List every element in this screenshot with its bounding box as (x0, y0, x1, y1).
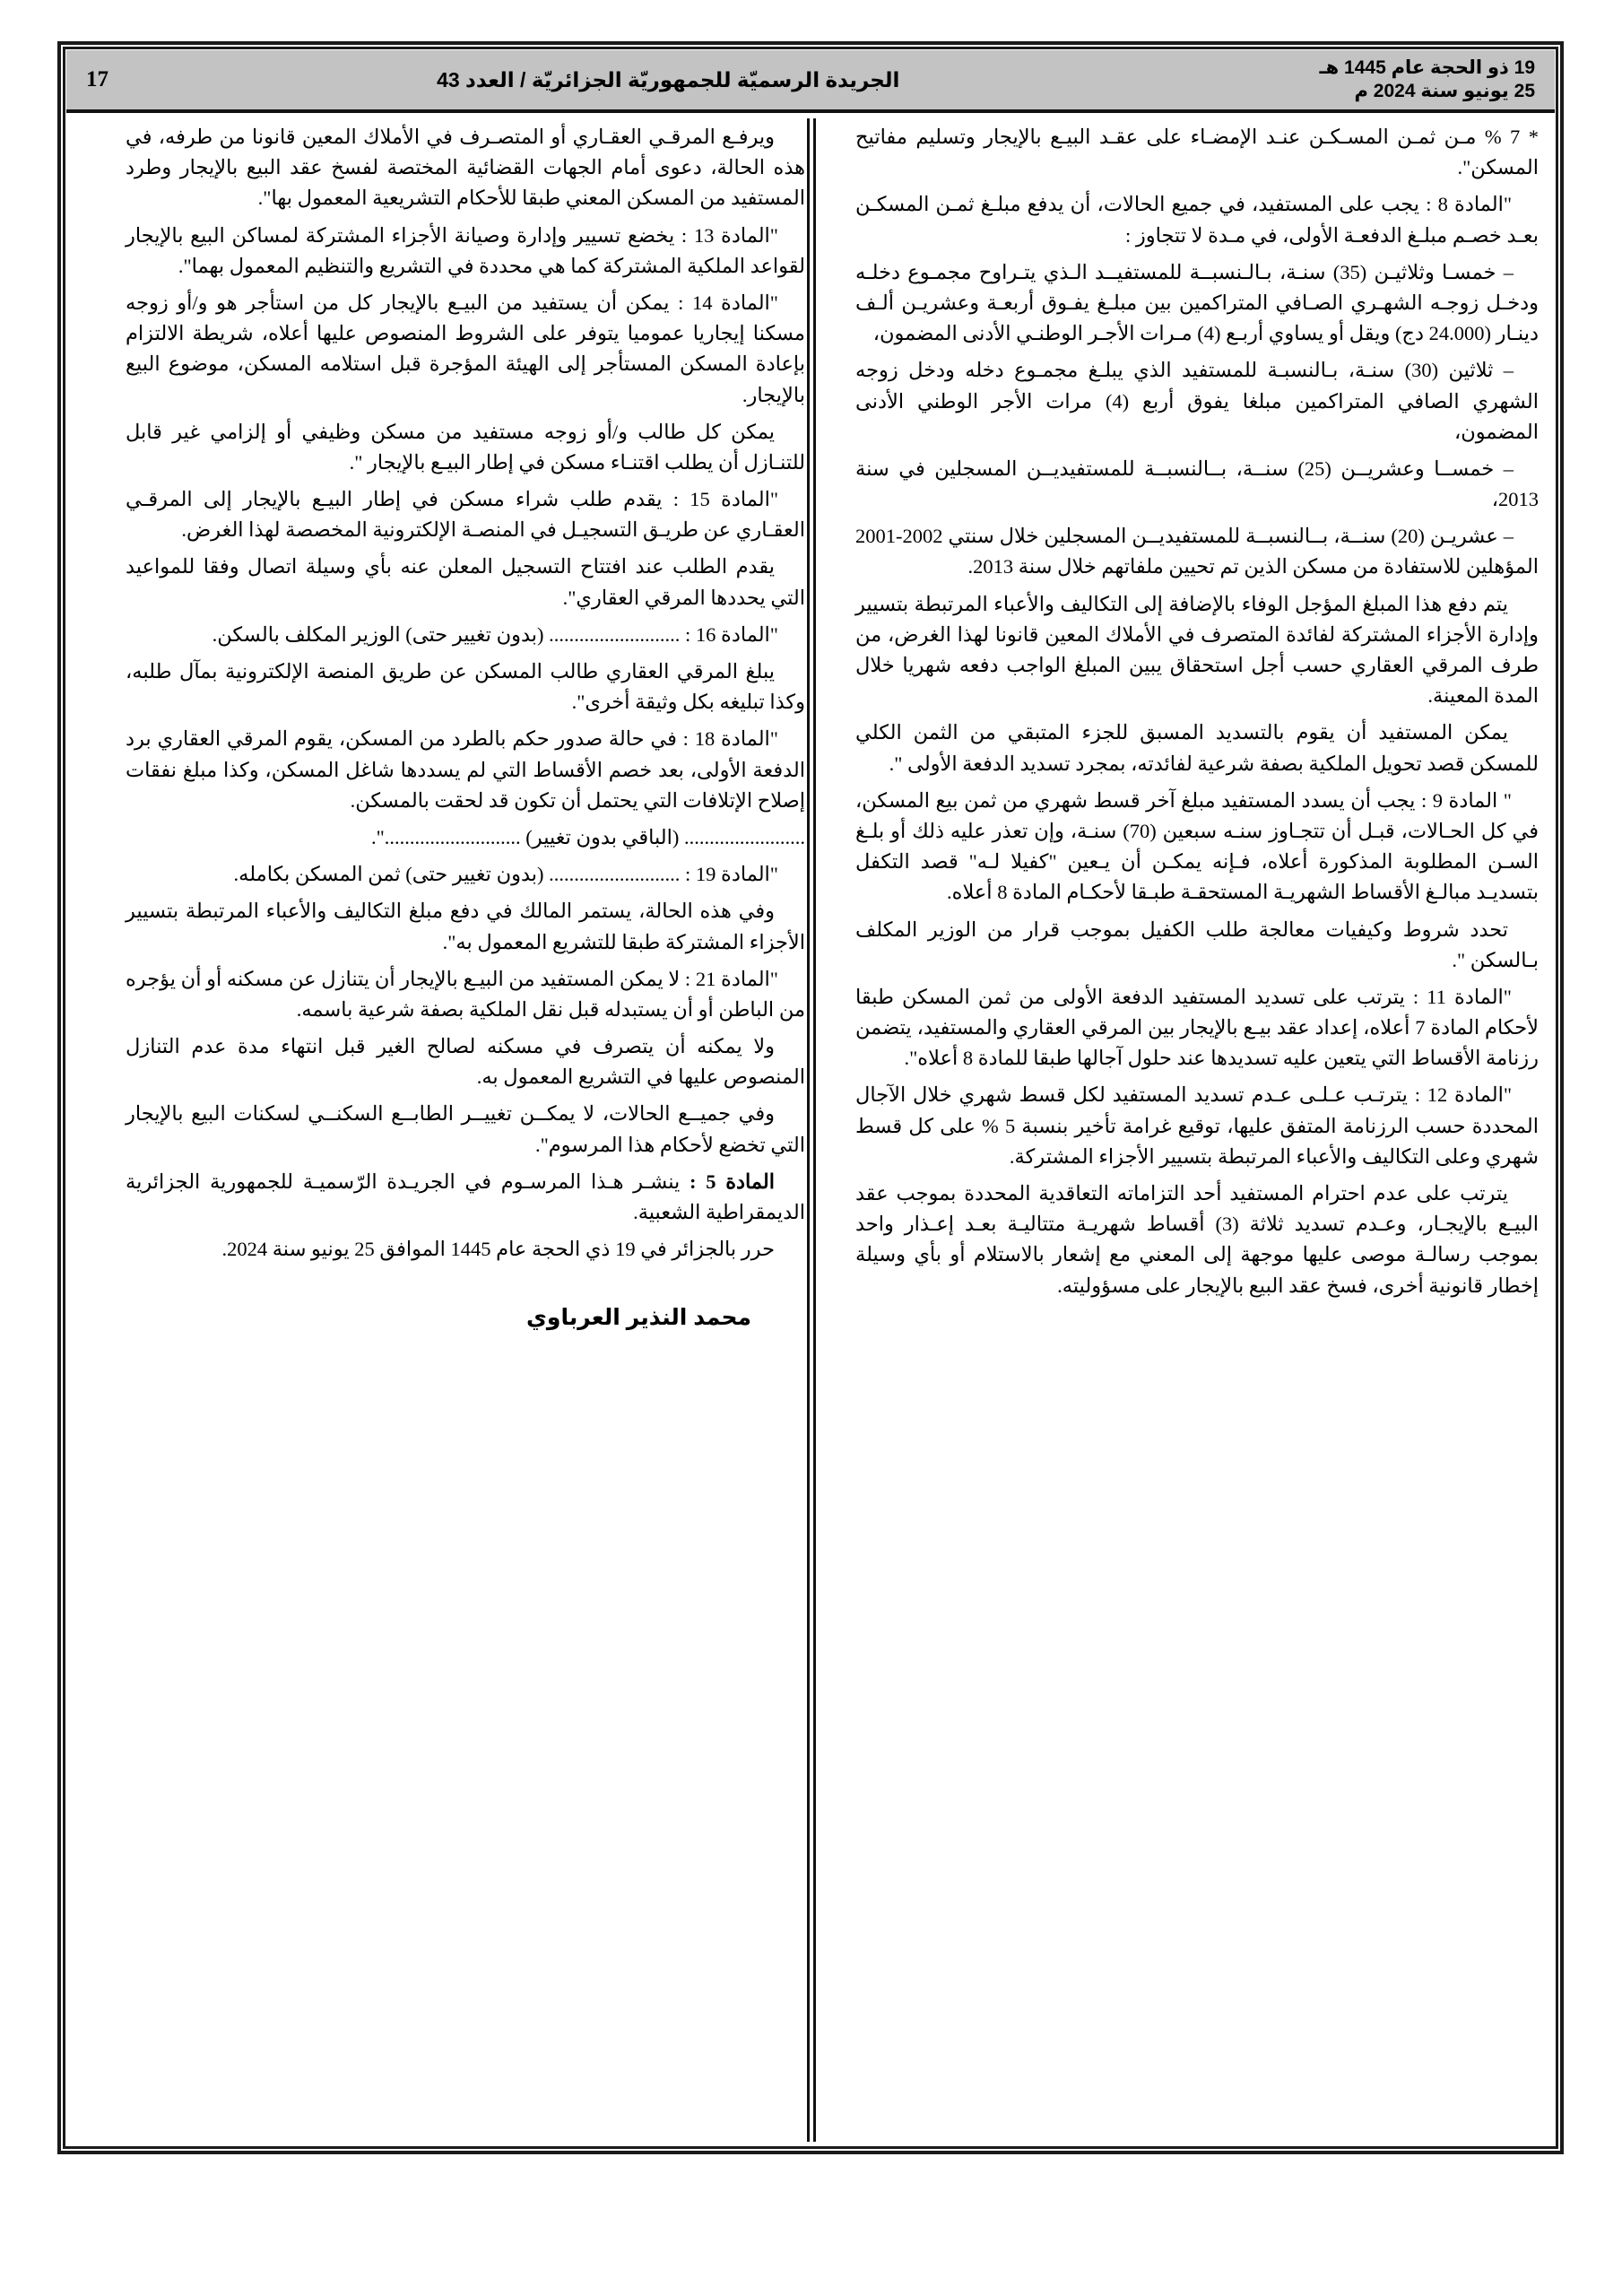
paragraph: وفي هذه الحالة، يستمر المالك في دفع مبلغ التكاليف والأعباء المرتبطة بتسيير الأجزاء المشتركة طبقا للتشريع المعمول به". (126, 900, 805, 953)
paragraph: "المادة 16 : .......................... (بدون تغيير حتى) الوزير المكلف بالسكن. (212, 622, 778, 646)
paragraph: ويرفـع المرقـي العقـاري أو المتصـرف في الأملاك المعين قانونا من طرفه، في هذه الحالة، دعوى أمام الجهات القضائية المختصة لفسخ عقد البيع بالإيجار وطرد المستفيد من المسكن المعني طبقا للأحكام التشريعية المعمول بها". (126, 126, 805, 210)
paragraph: "المادة 21 : لا يمكن المستفيد من البيـع بالإيجار أن يتنازل عن مسكنه أو أن يؤجره من الباطن أو أن يستبدله قبل نقل الملكية بصفة شرعية باسمه. (126, 967, 805, 1021)
paragraph: * 7 % مـن ثمـن المسـكـن عنـد الإمضـاء على عقـد البيـع بالإيجار وتسليم مفاتيح المسكن". (855, 126, 1540, 179)
paragraph: "المادة 13 : يخضع تسيير وإدارة وصيانة الأجزاء المشتركة لمساكن البيع بالإيجار لقواعد الملكية المشتركة كما هي محددة في التشريع والتنظيم المعمول بهما". (126, 223, 805, 277)
final-article-text: ينشـر هـذا المرسـوم في الجريـدة الرّسميـة للجمهورية الجزائرية الديمقراطية الشعبية. (126, 1170, 805, 1223)
paragraph: "المادة 19 : .......................... (بدون تغيير حتى) ثمن المسكن بكامله. (233, 863, 778, 886)
paragraph: – خمسـا وثلاثيـن (35) سنـة، بـالـنسبــة للمستفيــد الـذي يتـراوح مجمـوع دخلـه ودخـل زوجـه الشهـري الصـافي المتراكمين بين مبلـغ يفـوق أربعـة وعشريـن ألـف دينـار (24.000 دج) ويقل أو يساوي أربـع (4) مـرات الأجـر الوطنـي الأدنى المضمون، (855, 260, 1539, 345)
masthead-date-block (1319, 57, 1535, 102)
paragraph: "المادة 12 : يترتـب عـلـى عـدم تسديد المستفيد لكل قسط شهري خلال الآجال المحددة حسب الرزنامة المتفق عليها، توقيع غرامة تأخير بنسبة 5 % على كل قسط شهري وعلى التكاليف والأعباء المرتبطة بتسيير الأجزاء المشتركة. (855, 1083, 1539, 1168)
paragraph: يتم دفع هذا المبلغ المؤجل الوفاء بالإضافة إلى التكاليف والأعباء المرتبطة بتسيير وإدارة الأجزاء المشتركة لفائدة المتصرف في الأملاك المعين قانونا لهذا الغرض، من طرف المرقي العقاري حسب أجل استحقاق يبين المبلغ الواجب دفعه شهريا خلال المدة المعينة. (855, 592, 1539, 708)
paragraph: – خمســا وعشريــن (25) سنــة، بــالنسبــة للمستفيديــن المسجلين في سنة 2013، (855, 457, 1539, 511)
paragraph: "المادة 18 : في حالة صدور حكم بالطرد من المسكن، يقوم المرقي العقاري برد الدفعة الأولى، بعد خصم الأقساط التي لم يسددها شاغل المسكن، وكذا مبلغ نفقات إصلاح الإتلافات التي يحتمل أن تكون قد لحقت بالمسكن. (126, 727, 805, 812)
paragraph: "المادة 15 : يقدم طلب شراء مسكن في إطار البيـع بالإيجار إلى المرقـي العقـاري عن طريـق التسجيـل في المنصـة الإلكترونية المخصصة لهذا الغرض. (126, 488, 805, 542)
paragraph: ........................ (الباقي بدون تغيير) ...........................". (370, 825, 805, 848)
paragraph: – ثلاثين (30) سنـة، بـالنسبـة للمستفيد الذي يبلـغ مجمـوع دخله ودخل زوجه الشهري الصافي المتراكمين مبلغا يفوق أربع (4) مرات الأجر الوطني الأدنى المضمون، (855, 359, 1539, 443)
signature-block (126, 1304, 805, 1331)
final-article-label: المادة 5 : (690, 1170, 775, 1193)
column-right (832, 122, 1549, 2140)
column-left (115, 122, 832, 2140)
article-columns (72, 122, 1549, 2140)
page-masthead (66, 50, 1555, 113)
paragraph: يبلغ المرقي العقاري طالب المسكن عن طريق المنصة الإلكترونية بمآل طلبه، وكذا تبليغه بكل وثيقة أخرى". (126, 660, 805, 714)
paragraph: يترتب على عدم احترام المستفيد أحد التزاماته التعاقدية المحددة بموجب عقد البيـع بالإيجـار، وعـدم تسديد ثلاثة (3) أقساط شهريـة متتاليـة بعـد إعـذار واحد بموجب رسالـة موصى عليها موجهة إلى المعني مع إشعار بالاستلام أو بأي وسيلة إخطار قانونية أخرى، فسخ عقد البيع بالإيجار على مسؤوليته. (855, 1182, 1539, 1297)
paragraph: يقدم الطلب عند افتتاح التسجيل المعلن عنه بأي وسيلة اتصال وفقا للمواعيد التي يحددها المرقي العقاري". (126, 555, 805, 609)
masthead-date-hijri: 19 ذو الحجة عام 1445 هـ (1319, 57, 1535, 79)
paragraph: "المادة 11 : يترتب على تسديد المستفيد الدفعة الأولى من ثمن المسكن طبقا لأحكام المادة 7 أعلاه، إعداد عقد بيـع بالإيجار بين المرقي العقاري والمستفيد، يتضمن رزنامة الأقساط التي يتعين عليه تسديدها عند حلول آجالها طبقا للمادة 8 أعلاه". (855, 985, 1540, 1070)
masthead-date-gregorian: 25 يونيو سنة 2024 م (1354, 81, 1535, 101)
paragraph: – عشريـن (20) سنــة، بــالنسبــة للمستفيديــن المسجلين خلال سنتي 2002-2001 المؤهلين للاستفادة من مسكن الذين تم تحيين ملفاتهم خلال سنة 2013. (855, 525, 1539, 578)
paragraph: يمكن كل طالب و/أو زوجه مستفيد من مسكن وظيفي أو إلزامي غير قابل للتنـازل أن يطلب اقتنـاء مسكن في إطار البيـع بالإيجار ". (126, 420, 805, 474)
paragraph: "المادة 14 : يمكن أن يستفيد من البيـع بالإيجار كل من استأجر هو و/أو زوجه مسكنا إيجاريا عموميا يتوفر على الشروط المنصوص عليها أعلاه، شريطة الالتزام بإعادة المسكن المستأجر إلى الهيئة المؤجرة قبل استلامه المسكن، موضوع البيع بالإيجار. (126, 291, 805, 406)
paragraph: " المادة 9 : يجب أن يسدد المستفيد مبلغ آخر قسط شهري من ثمن بيع المسكن، في كل الحـالات، قبـل أن تتجـاوز سنـه سبعين (70) سنـة، وإن تعذر عليه ذلك أو بلـغ السـن المطلوبة المذكورة أعلاه، فـإنه يمكـن أن يـعين "كفيلا لـه" قصد التكفل بتسديـد مبالـغ الأقساط الشهريـة المستحقـة طبـقا لأحكـام المادة 8 أعلاه. (855, 788, 1539, 904)
page-number: 17 (86, 67, 108, 91)
masthead-journal-title: الجريدة الرسميّة للجمهوريّة الجزائريّة / العدد 43 (437, 67, 900, 91)
paragraph: يمكن المستفيد أن يقوم بالتسديد المسبق للجزء المتبقي من الثمن الكلي للمسكن قصد تحويل الملكية بصفة شرعية لفائدته، بمجرد تسديد الدفعة الأولى ". (855, 721, 1539, 775)
paragraph: "المادة 8 : يجب على المستفيد، في جميع الحالات، أن يدفع مبلـغ ثمـن المسكـن بعـد خصـم مبلـغ الدفعـة الأولى، في مـدة لا تتجاوز : (855, 193, 1539, 247)
dated-line: حرر بالجزائر في 19 ذي الحجة عام 1445 الموافق 25 يونيو سنة 2024. (221, 1238, 775, 1261)
paragraph: وفي جميــع الحالات، لا يمكــن تغييــر الطابــع السكنــي لسكنات البيع بالإيجار التي تخضع لأحكام هذا المرسوم". (126, 1102, 805, 1156)
signatory-name: محمد النذير العرباوي (526, 1305, 751, 1331)
paragraph: تحدد شروط وكيفيات معالجة طلب الكفيل بموجب قرار من الوزير المكلف بـالسكن ". (855, 918, 1539, 971)
paragraph: ولا يمكنه أن يتصرف في مسكنه لصالح الغير قبل انتهاء مدة عدم التنازل المنصوص عليها في التشريع المعمول به. (126, 1035, 805, 1089)
final-article-paragraph (126, 1167, 805, 1228)
